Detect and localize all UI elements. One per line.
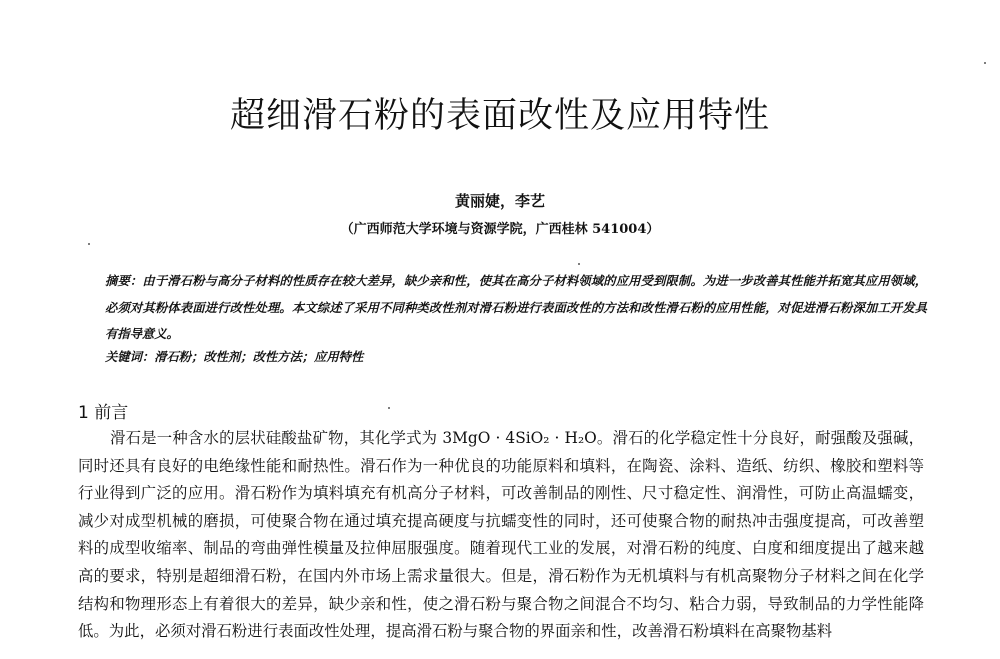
body-paragraph: 滑石是一种含水的层状硅酸盐矿物，其化学式为 3MgO · 4SiO₂ · H₂O。滑石的化学稳定性十分良好，耐强酸及强碱，同时还具有良好的电绝缘性能和耐热性。滑石作为一种优良的功能原料和填料，在陶瓷、涂料、造纸、纺织、橡胶和塑料等行业得到广泛的应用。滑石粉作为填料填充有机高分子材料，可改善制品的刚性、尺寸稳定性、润滑性，可防止高温蠕变，减少对成型机械的磨损，可使聚合物在通过填充提高硬度与抗蠕变性的同时，还可使聚合物的耐热冲击强度提高，可改善塑料的成型收缩率、制品的弯曲弹性模量及拉伸屈服强度。随着现代工业的发展，对滑石粉的纯度、白度和细度提出了越来越高的要求，特别是超细滑石粉，在国内外市场上需求量很大。但是，滑石粉作为无机填料与有机高聚物分子材料之间在化学结构和物理形态上有着很大的差异，缺少亲和性，使之滑石粉与聚合物之间混合不均匀、粘合力弱，导致制品的力学性能降低。为此，必须对滑石粉进行表面改性处理，提高滑石粉与聚合物的界面亲和性，改善滑石粉填料在高聚物基料 — [78, 429, 924, 641]
abstract: 摘要：由于滑石粉与高分子材料的性质存在较大差异，缺少亲和性，使其在高分子材料领域的应用受到限制。为进一步改善其性能并拓宽其应用领域，必须对其粉体表面进行改性处理。本文综述了采用不同种类改性剂对滑石粉进行表面改性的方法和改性滑石粉的应用性能，对促进滑石粉深加工开发具有指导意义。 — [105, 273, 927, 341]
paper-title: 超细滑石粉的表面改性及应用特性 — [229, 96, 770, 136]
author-list: 黄丽婕，李艺 — [454, 192, 545, 210]
section-heading: 1 前言 — [78, 403, 129, 423]
scan-speck — [578, 263, 580, 265]
scan-speck — [88, 243, 90, 245]
scan-speck — [388, 407, 390, 409]
scan-speck — [984, 62, 986, 64]
keywords: 关键词：滑石粉；改性剂；改性方法；应用特性 — [105, 349, 364, 364]
affiliation: （广西师范大学环境与资源学院，广西桂林 541004） — [340, 222, 660, 237]
